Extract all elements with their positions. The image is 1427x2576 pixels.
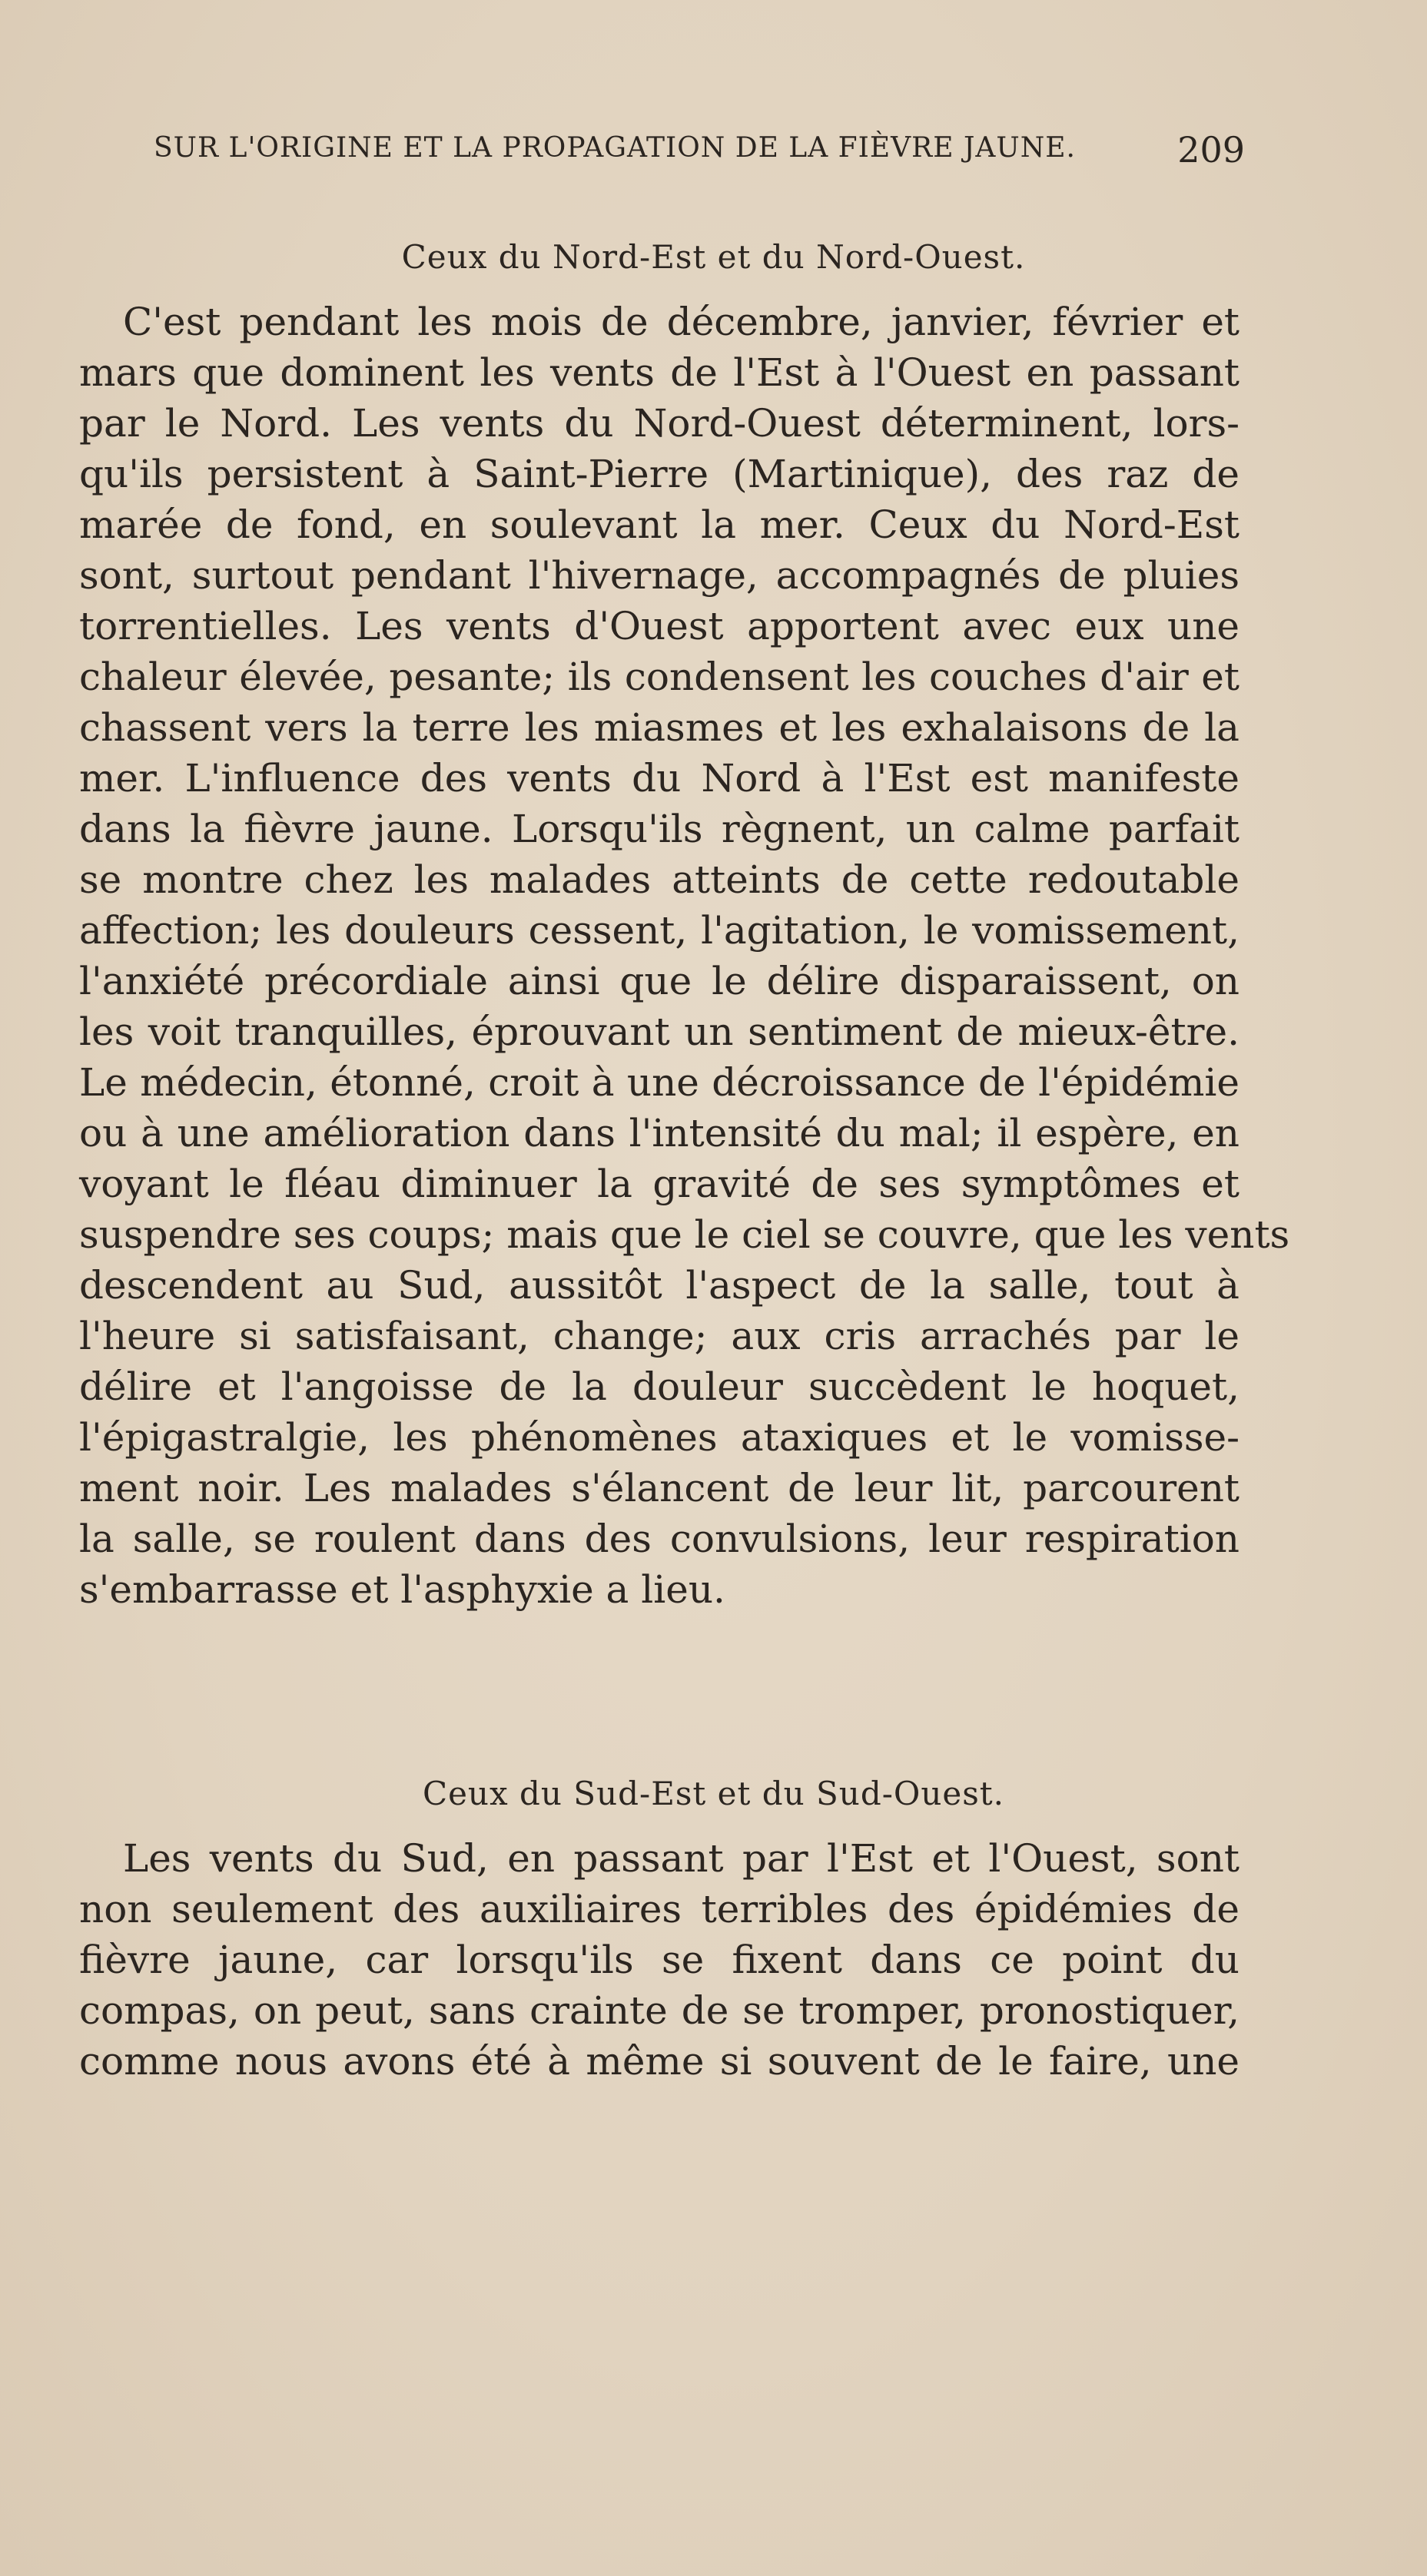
text-line: chassent vers la terre les miasmes et les exhalaisons de la bbox=[79, 705, 1239, 750]
text-line: suspendre ses coups; mais que le ciel se couvre, que les vents bbox=[79, 1212, 1290, 1257]
text-line: ou à une amélioration dans l'intensité du mal; il espère, en bbox=[79, 1111, 1239, 1155]
text-line: Le médecin, étonné, croit à une décroissance de l'épidémie bbox=[79, 1060, 1239, 1105]
text-line: chaleur élevée, pesante; ils condensent les couches d'air et bbox=[79, 655, 1239, 699]
text-line: se montre chez les malades atteints de cette redoutable bbox=[79, 857, 1239, 902]
text-line: fièvre jaune, car lorsqu'ils se fixent dans ce point du bbox=[79, 1938, 1239, 1982]
text-line: torrentielles. Les vents d'Ouest apportent avec eux une bbox=[79, 604, 1239, 648]
running-header bbox=[154, 123, 1245, 177]
text-line: sont, surtout pendant l'hivernage, accompagnés de pluies bbox=[79, 553, 1239, 598]
text-line: par le Nord. Les vents du Nord-Ouest déterminent, lors- bbox=[79, 401, 1239, 446]
text-line: les voit tranquilles, éprouvant un sentiment de mieux-être. bbox=[79, 1010, 1239, 1054]
text-line: voyant le fléau diminuer la gravité de ses symptômes et bbox=[79, 1162, 1239, 1206]
text-line: l'heure si satisfaisant, change; aux cris arrachés par le bbox=[79, 1314, 1239, 1358]
text-line: descendent au Sud, aussitôt l'aspect de la salle, tout à bbox=[79, 1263, 1239, 1308]
text-line: mer. L'influence des vents du Nord à l'Est est manifeste bbox=[79, 756, 1239, 801]
text-line: l'anxiété précordiale ainsi que le délire disparaissent, on bbox=[79, 959, 1239, 1003]
text-line: compas, on peut, sans crainte de se tromper, pronostiquer, bbox=[79, 1988, 1239, 2033]
running-title: SUR L'ORIGINE ET LA PROPAGATION DE LA FIÈVRE JAUNE. bbox=[154, 132, 1076, 164]
text-line: C'est pendant les mois de décembre, janvier, février et bbox=[123, 300, 1239, 344]
text-line: Les vents du Sud, en passant par l'Est et l'Ouest, sont bbox=[123, 1836, 1239, 1881]
page-number: 209 bbox=[1177, 129, 1245, 171]
text-line: la salle, se roulent dans des convulsions, leur respiration bbox=[79, 1517, 1239, 1561]
section-heading-south: Ceux du Sud-Est et du Sud-Ouest. bbox=[422, 1775, 1005, 1812]
text-line: qu'ils persistent à Saint-Pierre (Martinique), des raz de bbox=[79, 452, 1239, 496]
text-line: délire et l'angoisse de la douleur succèdent le hoquet, bbox=[79, 1364, 1239, 1409]
text-line: s'embarrasse et l'asphyxie a lieu. bbox=[79, 1567, 725, 1612]
text-line: l'épigastralgie, les phénomènes ataxiques et le vomisse- bbox=[79, 1415, 1239, 1460]
text-line: comme nous avons été à même si souvent de le faire, une bbox=[79, 2039, 1239, 2084]
section-heading-north: Ceux du Nord-Est et du Nord-Ouest. bbox=[401, 238, 1026, 276]
text-line: non seulement des auxiliaires terribles des épidémies de bbox=[79, 1887, 1239, 1931]
text-line: ment noir. Les malades s'élancent de leur lit, parcourent bbox=[79, 1466, 1239, 1510]
text-line: marée de fond, en soulevant la mer. Ceux du Nord-Est bbox=[79, 502, 1239, 547]
text-line: mars que dominent les vents de l'Est à l'Ouest en passant bbox=[79, 350, 1239, 395]
text-line: dans la fièvre jaune. Lorsqu'ils règnent, un calme parfait bbox=[79, 807, 1239, 851]
text-line: affection; les douleurs cessent, l'agitation, le vomissement, bbox=[79, 908, 1239, 953]
